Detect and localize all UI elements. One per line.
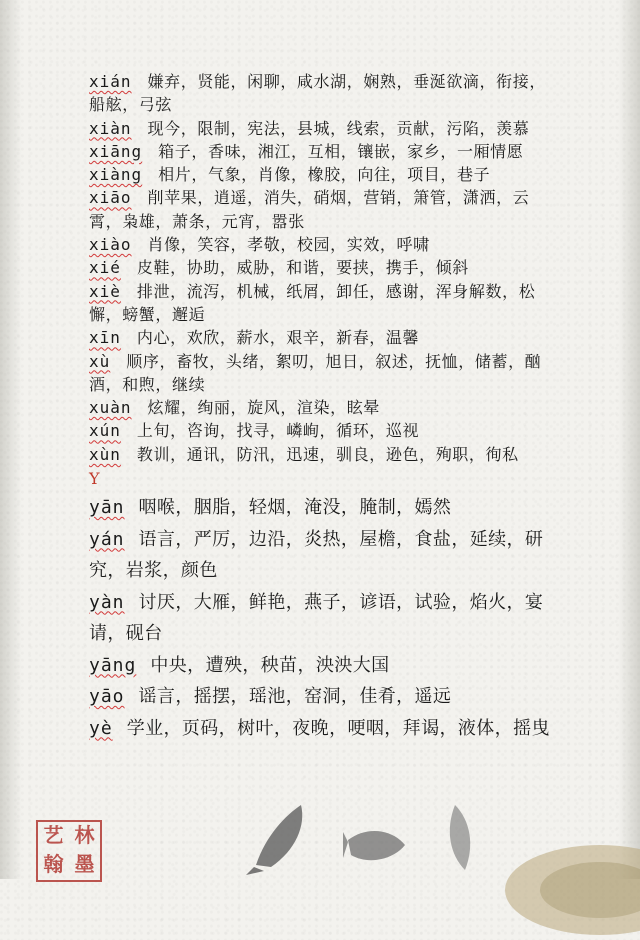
pinyin-entry <box>89 650 559 682</box>
entry-words: 顺序，畜牧，头绪，絮叨，旭日，叙述，抚恤，储蓄，酗酒，和煦，继续 <box>89 351 542 394</box>
entry-words: 相片，气象，肖像，橡胶，向往，项目，巷子 <box>158 165 491 185</box>
entry-words: 箱子，香味，湘江，互相，镶嵌，家乡，一厢情愿 <box>158 141 524 161</box>
pinyin-entry <box>89 140 559 163</box>
pinyin-syllable: yāng <box>89 654 137 676</box>
pinyin-syllable: yán <box>89 528 125 550</box>
ink-fish-illustration <box>246 795 316 875</box>
pinyin-syllable: xián <box>89 72 132 91</box>
pinyin-syllable: xiè <box>89 281 121 301</box>
entry-words: 炫耀，绚丽，旋风，渲染，眩晕 <box>147 398 380 418</box>
pinyin-entry <box>89 186 559 233</box>
pinyin-syllable: xùn <box>89 444 121 464</box>
pinyin-syllable: yān <box>89 497 125 519</box>
pinyin-entry <box>89 587 559 650</box>
pinyin-entry <box>89 256 559 279</box>
entry-words: 内心，欢欣，薪水，艰辛，新春，温馨 <box>136 328 420 348</box>
pinyin-entry <box>89 443 559 466</box>
entry-words: 排泄，流泻，机械，纸屑，卸任，感谢，浑身解数，松懈，螃蟹，邂逅 <box>89 281 536 324</box>
entry-words: 教训，通讯，防汛，迅速，驯良，逊色，殉职，徇私 <box>136 444 519 464</box>
pinyin-entry <box>89 326 559 349</box>
pinyin-entry <box>89 280 559 327</box>
entry-words: 上旬，咨询，找寻，嶙峋，循环，巡视 <box>136 421 420 441</box>
entry-words: 谣言，摇摆，瑶池，窑洞，佳肴，遥远 <box>138 686 452 708</box>
entry-words: 嫌弃，贤能，闲聊，咸水湖，娴熟，垂涎欲滴，衔接，船舷，弓弦 <box>89 72 546 115</box>
entry-words: 咽喉，胭脂，轻烟，淹没，腌制，嫣然 <box>138 497 452 519</box>
entry-words: 皮鞋，协助，威胁，和谐，要挟，携手，倾斜 <box>136 258 469 278</box>
pinyin-syllable: yè <box>89 717 113 739</box>
pinyin-entry <box>89 713 559 745</box>
pinyin-syllable: xīn <box>89 328 121 348</box>
seal-char: 翰 <box>43 852 64 876</box>
pinyin-syllable: xiàn <box>89 118 132 138</box>
section-y-list <box>89 492 559 744</box>
pinyin-syllable: xiāo <box>89 188 132 208</box>
entry-words: 现今，限制，宪法，县城，线索，贡献，污陷，羡慕 <box>147 118 530 138</box>
pinyin-entry <box>89 681 559 713</box>
pinyin-entry <box>89 419 559 442</box>
paper-edge-left <box>0 0 22 879</box>
pinyin-entry <box>89 70 559 117</box>
ink-fish-illustration <box>343 820 413 880</box>
pinyin-entry <box>89 350 559 397</box>
pinyin-syllable: xù <box>89 351 111 371</box>
seal-char: 林 <box>74 823 95 847</box>
pinyin-entry <box>89 163 559 186</box>
pinyin-syllable: xún <box>89 421 121 441</box>
section-letter-y: Y <box>89 469 100 489</box>
ink-fish-illustration <box>430 800 490 880</box>
paper-edge-right <box>618 0 640 879</box>
pinyin-syllable: yāo <box>89 686 125 708</box>
pinyin-entry <box>89 396 559 419</box>
entry-words: 语言，严厉，边沿，炎热，屋檐，食盐，延续，研究，岩浆，颜色 <box>89 528 544 582</box>
seal-char: 墨 <box>74 852 95 876</box>
pinyin-syllable: xiàng <box>89 165 143 185</box>
vocabulary-list <box>89 70 559 744</box>
pinyin-entry <box>89 117 559 140</box>
entry-words: 中央，遭殃，秧苗，泱泱大国 <box>150 654 390 676</box>
pinyin-entry <box>89 492 559 524</box>
entry-words: 讨厌，大雁，鲜艳，燕子，谚语，试验，焰火，宴请，砚台 <box>89 591 544 645</box>
seal-char: 艺 <box>43 823 64 847</box>
pinyin-entry <box>89 233 559 256</box>
entry-words: 削苹果，逍遥，消失，硝烟，营销，箫管，潇洒，云霄，枭雄，萧条，元宵，嚣张 <box>89 188 530 231</box>
pinyin-syllable: xié <box>89 258 121 278</box>
pinyin-syllable: yàn <box>89 591 125 613</box>
pinyin-syllable: xuàn <box>89 398 132 418</box>
entry-words: 肖像，笑容，孝敬，校园，实效，呼啸 <box>147 235 430 255</box>
pinyin-entry <box>89 524 559 587</box>
lotus-leaf-illustration <box>490 820 640 940</box>
pinyin-syllable: xiāng <box>89 141 143 161</box>
entry-words: 学业，页码，树叶，夜晚，哽咽，拜谒，液体，摇曳 <box>126 717 550 739</box>
pinyin-syllable: xiào <box>89 235 132 255</box>
red-seal-stamp <box>36 820 102 882</box>
section-x-list <box>89 70 559 466</box>
